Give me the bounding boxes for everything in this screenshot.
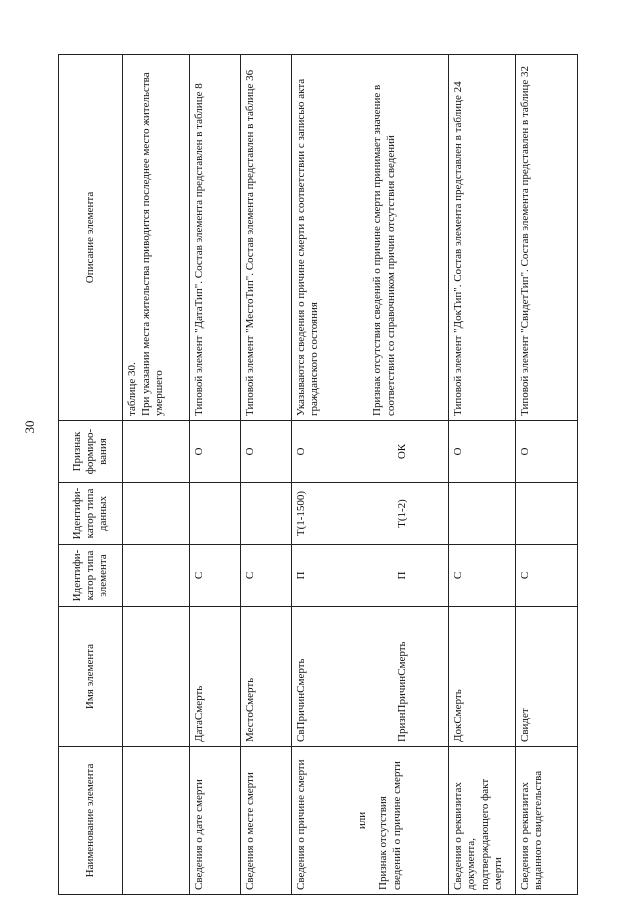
table-row: Сведения о реквизитах выданного свидетельства Свидет С О Типовой элемент "СвидетТип". Состав элемента представлен в таблице 32 [515, 55, 577, 895]
rotated-table-wrapper [58, 55, 578, 895]
table-row: Сведения о месте смерти МестоСмерть С О Типовой элемент "МестоТип". Состав элемента представлен в таблице 36 [240, 55, 291, 895]
table-row: Сведения о причине смерти или Признак отсутствия сведений о причине смерти СвПричинСмерть ПризнПричинСмерть П П T(1-1500) T(1-2) О ОК Указываются сведения о причине смерти в соответствии с записью акта гражданского состояния Признак отсутствия сведений о причине смерти принимает значение в соответствии со справочником причин отсутствия сведений [291, 55, 448, 895]
table-row: Сведения о реквизитах документа, подтверждающего факт смерти ДокСмерть С О Типовой элемент "ДокТип". Состав элемента представлен в таблице 24 [448, 55, 515, 895]
table-row: Сведения о дате смерти ДатаСмерть С О Типовой элемент "ДатаТип". Состав элемента представлен в таблице 8 [189, 55, 240, 895]
header-data-type: Идентифи-катор типа данных [59, 483, 123, 545]
header-description: Описание элемента [59, 55, 123, 421]
header-flag: Признак формиро-вания [59, 421, 123, 483]
header-element-name: Наименование элемента [59, 747, 123, 895]
page-number: 30 [22, 420, 37, 434]
or-separator: или [355, 811, 368, 830]
header-element-id: Имя элемента [59, 607, 123, 747]
table-row [123, 55, 189, 895]
header-element-type: Идентифи-катор типа элемента [59, 545, 123, 607]
row-description: таблице 30. При указании места жительства приводится последнее место жительства умершего [123, 55, 189, 421]
element-table [58, 54, 578, 895]
header-row [59, 55, 123, 895]
